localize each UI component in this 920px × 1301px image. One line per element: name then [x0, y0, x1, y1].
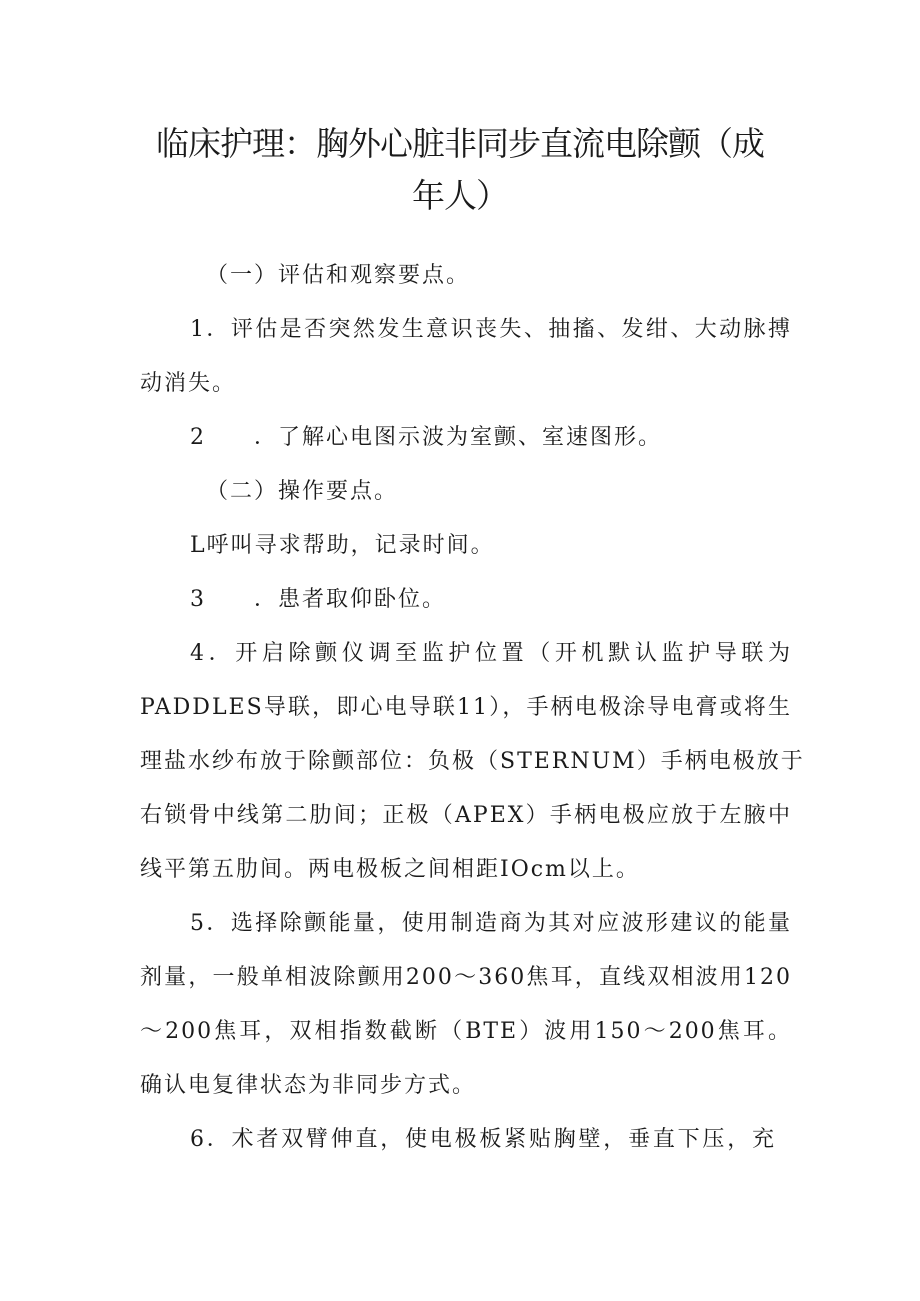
paragraph-line: 4．开启除颤仪调至监护位置（开机默认监护导联为 — [190, 641, 792, 666]
paragraph-line: L呼叫寻求帮助，记录时间。 — [190, 533, 495, 558]
paragraph-line: 右锁骨中线第二肋间；正极（APEX）手柄电极应放于左腋中 — [140, 803, 792, 828]
section-heading-operation: （二）操作要点。 — [206, 479, 399, 504]
paragraph-line: 3 ．患者取仰卧位。 — [190, 587, 446, 612]
paragraph-line: 6．术者双臂伸直，使电极板紧贴胸壁，垂直下压，充 — [190, 1127, 776, 1152]
paragraph-line: 动消失。 — [140, 371, 237, 396]
title-line-2: 年人） — [412, 176, 508, 215]
paragraph-line: PADDLES导联，即心电导联11），手柄电极涂导电膏或将生 — [140, 695, 792, 720]
title-line-1: 临床护理：胸外心脏非同步直流电除颤（成 — [156, 124, 764, 163]
paragraph-line: 理盐水纱布放于除颤部位：负极（STERNUM）手柄电极放于 — [140, 749, 805, 774]
section-heading-assessment: （一）评估和观察要点。 — [206, 263, 471, 288]
document-title — [130, 118, 790, 222]
paragraph-line: 1．评估是否突然发生意识丧失、抽搐、发绀、大动脉搏 — [190, 317, 792, 342]
paragraph-line: ～200焦耳，双相指数截断（BTE）波用150～200焦耳。 — [140, 1019, 792, 1044]
paragraph-line: 确认电复律状态为非同步方式。 — [140, 1073, 477, 1098]
paragraph-line: 线平第五肋间。两电极板之间相距IOcm以上。 — [140, 857, 640, 882]
paragraph-line: 剂量，一般单相波除颤用200～360焦耳，直线双相波用120 — [140, 965, 792, 990]
paragraph-line: 5．选择除颤能量，使用制造商为其对应波形建议的能量 — [190, 911, 792, 936]
paragraph-line: 2 ．了解心电图示波为室颤、室速图形。 — [190, 425, 662, 450]
